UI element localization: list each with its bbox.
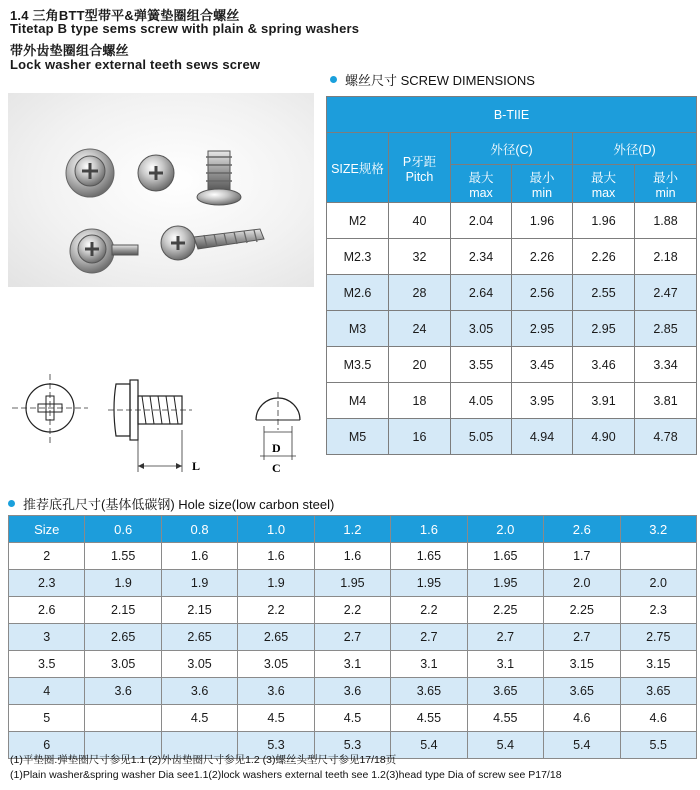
table-row (9, 597, 697, 624)
table-cell: 1.9 (238, 570, 314, 597)
table-cell: 24 (389, 311, 451, 347)
table-cell: 5 (9, 705, 85, 732)
table-cell: 1.96 (512, 203, 573, 239)
table-cell: 3 (9, 624, 85, 651)
table-row (327, 239, 697, 275)
table-cell: 5.3 (238, 732, 314, 759)
table-cell: 5.4 (467, 732, 543, 759)
table-cell: 3.65 (544, 678, 620, 705)
table-cell: 2.7 (391, 624, 467, 651)
table-cell: 32 (389, 239, 451, 275)
table-cell: 3.1 (467, 651, 543, 678)
table-header-cell: 0.8 (161, 516, 237, 543)
table-cell: 3.05 (451, 311, 512, 347)
sub-heading-en: Lock washer external teeth sews screw (10, 57, 261, 72)
table-cell: M2 (327, 203, 389, 239)
table-cell: 2.3 (9, 570, 85, 597)
dim-label-d: D (272, 441, 281, 455)
bullet-dot-icon (8, 500, 15, 507)
table-cell: M2.3 (327, 239, 389, 275)
screw-standing-icon (197, 151, 241, 205)
table-cell: 5.5 (620, 732, 697, 759)
section-heading-cn: 1.4 三角BTT型带平&弹簧垫圈组合螺丝 (10, 8, 240, 23)
table-cell: 4.5 (238, 705, 314, 732)
table-cell: 3.91 (573, 383, 635, 419)
table-cell: 2.64 (451, 275, 512, 311)
head-front-view-icon (12, 374, 88, 444)
table-cell: 2.25 (544, 597, 620, 624)
size-column-header: SIZE规格 (327, 133, 389, 203)
table-cell: 1.65 (391, 543, 467, 570)
table-cell: 4.78 (635, 419, 697, 455)
table-cell: M3 (327, 311, 389, 347)
table-header-cell: 3.2 (620, 516, 697, 543)
table-row (9, 543, 697, 570)
table-cell: 6 (9, 732, 85, 759)
table-cell: 2.95 (512, 311, 573, 347)
pitch-column-header: P牙距 Pitch (389, 133, 451, 203)
table-cell: 2.2 (314, 597, 390, 624)
table-cell: 2.55 (573, 275, 635, 311)
table-row (9, 678, 697, 705)
table-header-cell: 1.0 (238, 516, 314, 543)
table-row (327, 347, 697, 383)
table-cell: 1.96 (573, 203, 635, 239)
table-cell: 3.55 (451, 347, 512, 383)
table-cell (620, 543, 697, 570)
table-cell: 3.65 (467, 678, 543, 705)
table-row (327, 419, 697, 455)
table-cell: 1.95 (391, 570, 467, 597)
diameter-d-header: 外径(D) (573, 133, 697, 165)
table-header-cell: Size (9, 516, 85, 543)
table-row (327, 383, 697, 419)
table-cell: 4.6 (544, 705, 620, 732)
table-cell: 16 (389, 419, 451, 455)
table-cell: 1.9 (161, 570, 237, 597)
table-row (9, 651, 697, 678)
table-cell: 2.65 (161, 624, 237, 651)
hole-size-table (8, 515, 697, 759)
table-cell: 1.7 (544, 543, 620, 570)
table-cell: 4.05 (451, 383, 512, 419)
table-cell: 2.95 (573, 311, 635, 347)
table-cell: 3.6 (238, 678, 314, 705)
table-cell: 5.3 (314, 732, 390, 759)
table-cell: 2.3 (620, 597, 697, 624)
screw-head-icon (138, 155, 174, 191)
table-cell: 2.15 (85, 597, 161, 624)
table-cell: M3.5 (327, 347, 389, 383)
table-cell: 2.04 (451, 203, 512, 239)
table-cell: 2.0 (620, 570, 697, 597)
table-cell: 2.34 (451, 239, 512, 275)
screw-long-icon (161, 226, 264, 260)
table-header-cell: 1.2 (314, 516, 390, 543)
table-cell: 3.45 (512, 347, 573, 383)
table-cell: 3.6 (161, 678, 237, 705)
table-cell: 4.94 (512, 419, 573, 455)
table-cell: 5.4 (544, 732, 620, 759)
table-cell: 1.88 (635, 203, 697, 239)
table-cell: 2.26 (512, 239, 573, 275)
table-cell: 3.5 (9, 651, 85, 678)
table-cell: 2.65 (85, 624, 161, 651)
diameter-c-header: 外径(C) (451, 133, 573, 165)
table-header-cell: 2.6 (544, 516, 620, 543)
technical-diagram (8, 360, 318, 485)
table-cell: 3.81 (635, 383, 697, 419)
dim-label-l: L (192, 459, 201, 473)
table-cell: 4.6 (620, 705, 697, 732)
table-row (327, 311, 697, 347)
table-cell: 2.25 (467, 597, 543, 624)
dimensions-section-title: 螺丝尺寸 SCREW DIMENSIONS (330, 70, 535, 89)
table-cell: 1.95 (467, 570, 543, 597)
screw-washer-icon-2 (70, 229, 138, 273)
screw-side-view-icon (108, 380, 192, 472)
table-cell: 2.15 (161, 597, 237, 624)
table-row (9, 570, 697, 597)
table-cell: 40 (389, 203, 451, 239)
table-cell: 3.6 (85, 678, 161, 705)
type-label: B-TIIE (327, 97, 697, 133)
table-cell: 5.05 (451, 419, 512, 455)
table-cell: 3.46 (573, 347, 635, 383)
table-cell: 1.6 (314, 543, 390, 570)
table-cell: 2.7 (544, 624, 620, 651)
table-cell (85, 705, 161, 732)
table-cell: 1.55 (85, 543, 161, 570)
screw-dimensions-table (326, 96, 697, 455)
table-cell: 3.65 (391, 678, 467, 705)
screw-washer-icon (66, 149, 114, 197)
c-max-header: 最大 max (451, 165, 512, 203)
table-header-cell: 1.6 (391, 516, 467, 543)
table-cell: 1.6 (161, 543, 237, 570)
table-cell: 2.65 (238, 624, 314, 651)
table-cell: 3.95 (512, 383, 573, 419)
table-cell: 2.85 (635, 311, 697, 347)
table-cell: 2.26 (573, 239, 635, 275)
table-cell: 5.4 (391, 732, 467, 759)
table-cell: 1.65 (467, 543, 543, 570)
table-cell: 3.15 (544, 651, 620, 678)
table-header-cell: 0.6 (85, 516, 161, 543)
footnote-en: (1)Plain washer&spring washer Dia see1.1(2)lock washers external teeth see 1.2(3)head type Dia of screw see P17/18 (10, 769, 562, 781)
table-cell: 2.56 (512, 275, 573, 311)
table-cell: 3.05 (238, 651, 314, 678)
product-photo (8, 93, 314, 287)
d-max-header: 最大 max (573, 165, 635, 203)
table-row (9, 705, 697, 732)
table-cell: 3.1 (391, 651, 467, 678)
bullet-dot-icon (330, 76, 337, 83)
table-cell: 3.05 (85, 651, 161, 678)
table-cell: 2.2 (391, 597, 467, 624)
table-cell: 4.5 (314, 705, 390, 732)
d-min-header: 最小 min (635, 165, 697, 203)
table-cell: 4.5 (161, 705, 237, 732)
table-cell: 2.2 (238, 597, 314, 624)
table-cell: 2.75 (620, 624, 697, 651)
table-row (327, 275, 697, 311)
table-cell: 3.6 (314, 678, 390, 705)
dim-label-c: C (272, 461, 281, 475)
table-row (9, 624, 697, 651)
c-min-header: 最小 min (512, 165, 573, 203)
table-cell: 3.1 (314, 651, 390, 678)
table-cell: 2 (9, 543, 85, 570)
table-cell: 20 (389, 347, 451, 383)
table-cell: 4.55 (391, 705, 467, 732)
section-heading-en: Titetap B type sems screw with plain & spring washers (10, 21, 360, 36)
table-cell: 4 (9, 678, 85, 705)
table-cell: 4.55 (467, 705, 543, 732)
sub-heading-cn: 带外齿垫圈组合螺丝 (10, 43, 129, 58)
table-cell: 2.7 (467, 624, 543, 651)
table-cell: 1.6 (238, 543, 314, 570)
table-cell: 3.65 (620, 678, 697, 705)
table-cell: 28 (389, 275, 451, 311)
table-header-cell: 2.0 (467, 516, 543, 543)
table-row (327, 203, 697, 239)
table-cell: M4 (327, 383, 389, 419)
table-cell: 2.0 (544, 570, 620, 597)
footnote-cn: (1)平垫圈.弹垫圈尺寸参见1.1 (2)外齿垫圈尺寸参见1.2 (3)螺丝头型尺寸参见17/18页 (10, 754, 397, 766)
table-cell: 2.7 (314, 624, 390, 651)
table-cell: 18 (389, 383, 451, 419)
table-cell: 2.6 (9, 597, 85, 624)
table-cell: 3.05 (161, 651, 237, 678)
hole-size-section-title: 推荐底孔尺寸(基体低碳钢) Hole size(low carbon steel) (8, 494, 334, 513)
table-cell: 3.34 (635, 347, 697, 383)
table-cell: 1.95 (314, 570, 390, 597)
table-cell: M5 (327, 419, 389, 455)
table-cell: 1.9 (85, 570, 161, 597)
table-cell: 3.15 (620, 651, 697, 678)
table-cell: M2.6 (327, 275, 389, 311)
table-cell: 2.47 (635, 275, 697, 311)
table-cell: 2.18 (635, 239, 697, 275)
table-cell: 4.90 (573, 419, 635, 455)
